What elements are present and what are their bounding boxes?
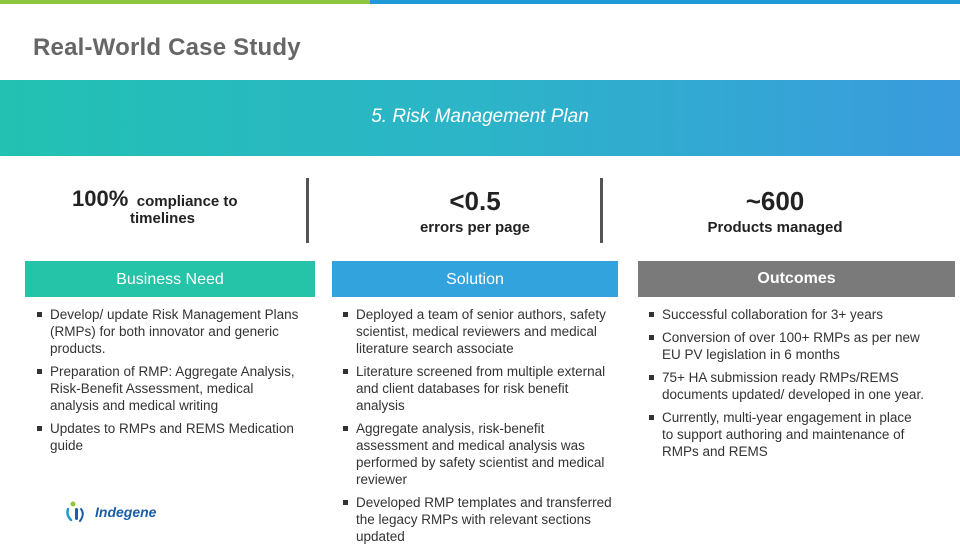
stat-errors <box>355 186 595 236</box>
business-need-list <box>36 306 304 460</box>
list-item: 75+ HA submission ready RMPs/REMS documents updated/ developed in one year. <box>648 369 926 403</box>
company-logo <box>65 500 156 524</box>
divider-line <box>306 178 309 243</box>
logo-text: Indegene <box>95 504 157 520</box>
stat-label: errors per page <box>419 219 531 236</box>
list-item: Updates to RMPs and REMS Medication guide <box>36 420 304 454</box>
list-item: Conversion of over 100+ RMPs as per new EU PV legislation in 6 months <box>648 329 926 363</box>
divider-line <box>600 178 603 243</box>
top-accent-bar-blue <box>370 0 960 4</box>
list-item: Currently, multi-year engagement in place to support authoring and maintenance of RMPs and REMS <box>648 409 926 460</box>
list-item: Successful collaboration for 3+ years <box>648 306 926 323</box>
list-item: Develop/ update Risk Management Plans (RMPs) for both innovator and generic products. <box>36 306 304 357</box>
solution-header: Solution <box>332 261 618 297</box>
stat-value: 100% <box>72 186 129 211</box>
top-accent-bar-green <box>0 0 370 4</box>
list-item: Developed RMP templates and transferred the legacy RMPs with relevant sections updated <box>342 494 617 545</box>
stat-label: Products managed <box>707 219 843 236</box>
outcomes-list <box>648 306 926 466</box>
list-item: Literature screened from multiple external and client databases for risk benefit analysis <box>342 363 617 414</box>
stat-label-inline: compliance to <box>136 193 238 210</box>
list-item: Preparation of RMP: Aggregate Analysis, Risk-Benefit Assessment, medical analysis and medical writing <box>36 363 304 414</box>
stat-label: timelines <box>130 210 196 227</box>
stat-value: <0.5 <box>449 186 501 216</box>
banner-text: 5. Risk Management Plan <box>371 106 589 127</box>
stat-products <box>650 186 900 236</box>
outcomes-header: Outcomes <box>638 261 955 297</box>
solution-list <box>342 306 617 551</box>
slide-title: Real-World Case Study <box>33 34 301 61</box>
stat-value: ~600 <box>745 186 805 216</box>
stat-compliance <box>60 186 290 227</box>
list-item: Deployed a team of senior authors, safety scientist, medical reviewers and medical literature search associate <box>342 306 617 357</box>
list-item: Aggregate analysis, risk-benefit assessment and medical analysis was performed by safety scientist and medical reviewer <box>342 420 617 488</box>
business-need-header: Business Need <box>25 261 315 297</box>
indegene-logo-mark-icon <box>65 500 93 524</box>
